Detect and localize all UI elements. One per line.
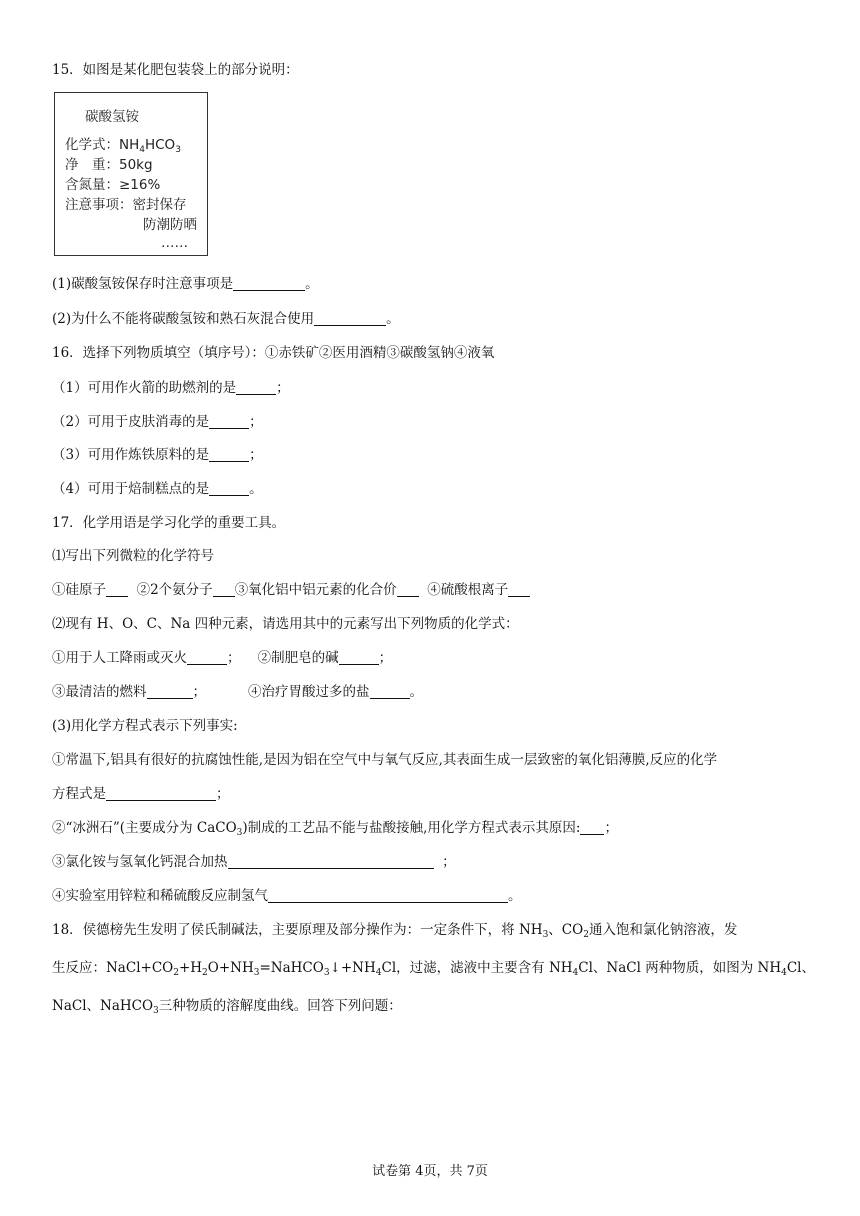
answer-blank[interactable] [233, 275, 305, 291]
answer-blank[interactable] [268, 887, 508, 903]
answer-blank[interactable] [106, 581, 128, 597]
q15-part2: (2)为什么不能将碳酸氢铵和熟石灰混合使用 。 [52, 311, 400, 327]
answer-blank[interactable] [209, 413, 249, 429]
answer-blank[interactable] [397, 581, 419, 597]
q17-section1-items: ①硅原子 ②2个氨分子 ③氧化铝中铝元素的化合价 ④硫酸根离子 [52, 580, 530, 600]
label-title: 碳酸氢铵 [85, 109, 139, 125]
q17-section2: ⑵现有 H、O、C、Na 四种元素，请选用其中的元素写出下列物质的化学式： [52, 616, 519, 632]
answer-blank[interactable] [209, 446, 249, 462]
answer-blank[interactable] [314, 310, 386, 326]
answer-blank[interactable] [213, 581, 235, 597]
answer-blank[interactable] [236, 379, 276, 395]
q17-section3: (3)用化学方程式表示下列事实: [52, 718, 238, 734]
answer-blank[interactable] [580, 819, 604, 835]
q16-part2: （2）可用于皮肤消毒的是 ； [52, 414, 263, 430]
q16-part3: （3）可用作炼铁原料的是 ； [52, 447, 263, 463]
label-notes: 注意事项：密封保存 [65, 197, 187, 213]
q15-stem: 15．如图是某化肥包装袋上的部分说明： [52, 62, 299, 78]
q16-stem: 16．选择下列物质填空（填序号）：①赤铁矿②医用酒精③碳酸氢钠④液氧 [52, 345, 495, 361]
answer-blank[interactable] [508, 581, 530, 597]
q17-stem: 17．化学用语是学习化学的重要工具。 [52, 515, 286, 531]
q17-section3-a-line1: ①常温下,铝具有很好的抗腐蚀性能,是因为铝在空气中与氧气反应,其表面生成一层致密的氧化铝薄膜,反应的化学 [52, 752, 718, 768]
q16-part1: （1）可用作火箭的助燃剂的是 ； [52, 380, 290, 396]
q17-section3-a-line2: 方程式是 ； [52, 786, 230, 802]
q18-line1: 18．侯德榜先生发明了侯氏制碱法，主要原理及部分操作为：一定条件下，将 $NH_3$、$CO_2$通入饱和氯化钠溶液，发 [52, 922, 738, 940]
answer-blank[interactable] [339, 649, 379, 665]
q17-section3-b: ②“冰洲石”(主要成分为 CaCO$_3$)制成的工艺品不能与盐酸接触,用化学方程式表示其原因: ； [52, 820, 618, 838]
q18-line3: NaCl、NaHCO$_3$三种物质的溶解度曲线。回答下列问题： [52, 998, 402, 1016]
q17-section2-row1: ①用于人工降雨或灭火 ； ②制肥皂的碱 ； [52, 650, 393, 666]
q17-section2-row2: ③最清洁的燃料 ； ④治疗胃酸过多的盐 。 [52, 684, 423, 700]
answer-blank[interactable] [209, 480, 249, 496]
q15-part1: (1)碳酸氢铵保存时注意事项是 。 [52, 276, 319, 292]
q18-line2: 生反应：$NaCl+CO_2+H_2O+NH_3=NaHCO_3↓+NH_4Cl$，过滤，滤液中主要含有 $NH_4Cl$、NaCl 两种物质，如图为 $NH_4Cl$、 [52, 960, 815, 978]
label-nitrogen: 含氮量：≥16% [65, 177, 161, 193]
answer-blank[interactable] [228, 853, 434, 869]
label-weight: 净 重：50kg [65, 157, 153, 173]
q16-part4: （4）可用于焙制糕点的是 。 [52, 481, 263, 497]
q17-section3-d: ④实验室用锌粒和稀硫酸反应制氢气 。 [52, 888, 522, 904]
label-notes-2: 防潮防晒 [143, 217, 197, 233]
page-footer: 试卷第 4页，共 7页 [372, 1164, 488, 1179]
answer-blank[interactable] [370, 683, 410, 699]
label-formula: 化学式：$NH_4HCO_3$ [65, 137, 181, 155]
q17-section1: ⑴写出下列微粒的化学符号 [52, 548, 214, 564]
answer-blank[interactable] [187, 649, 227, 665]
label-dots: …… [161, 235, 188, 251]
answer-blank[interactable] [147, 683, 193, 699]
fertilizer-label [54, 92, 208, 256]
answer-blank[interactable] [106, 785, 216, 801]
q17-section3-c: ③氯化铵与氢氧化钙混合加热 ； [52, 854, 456, 870]
